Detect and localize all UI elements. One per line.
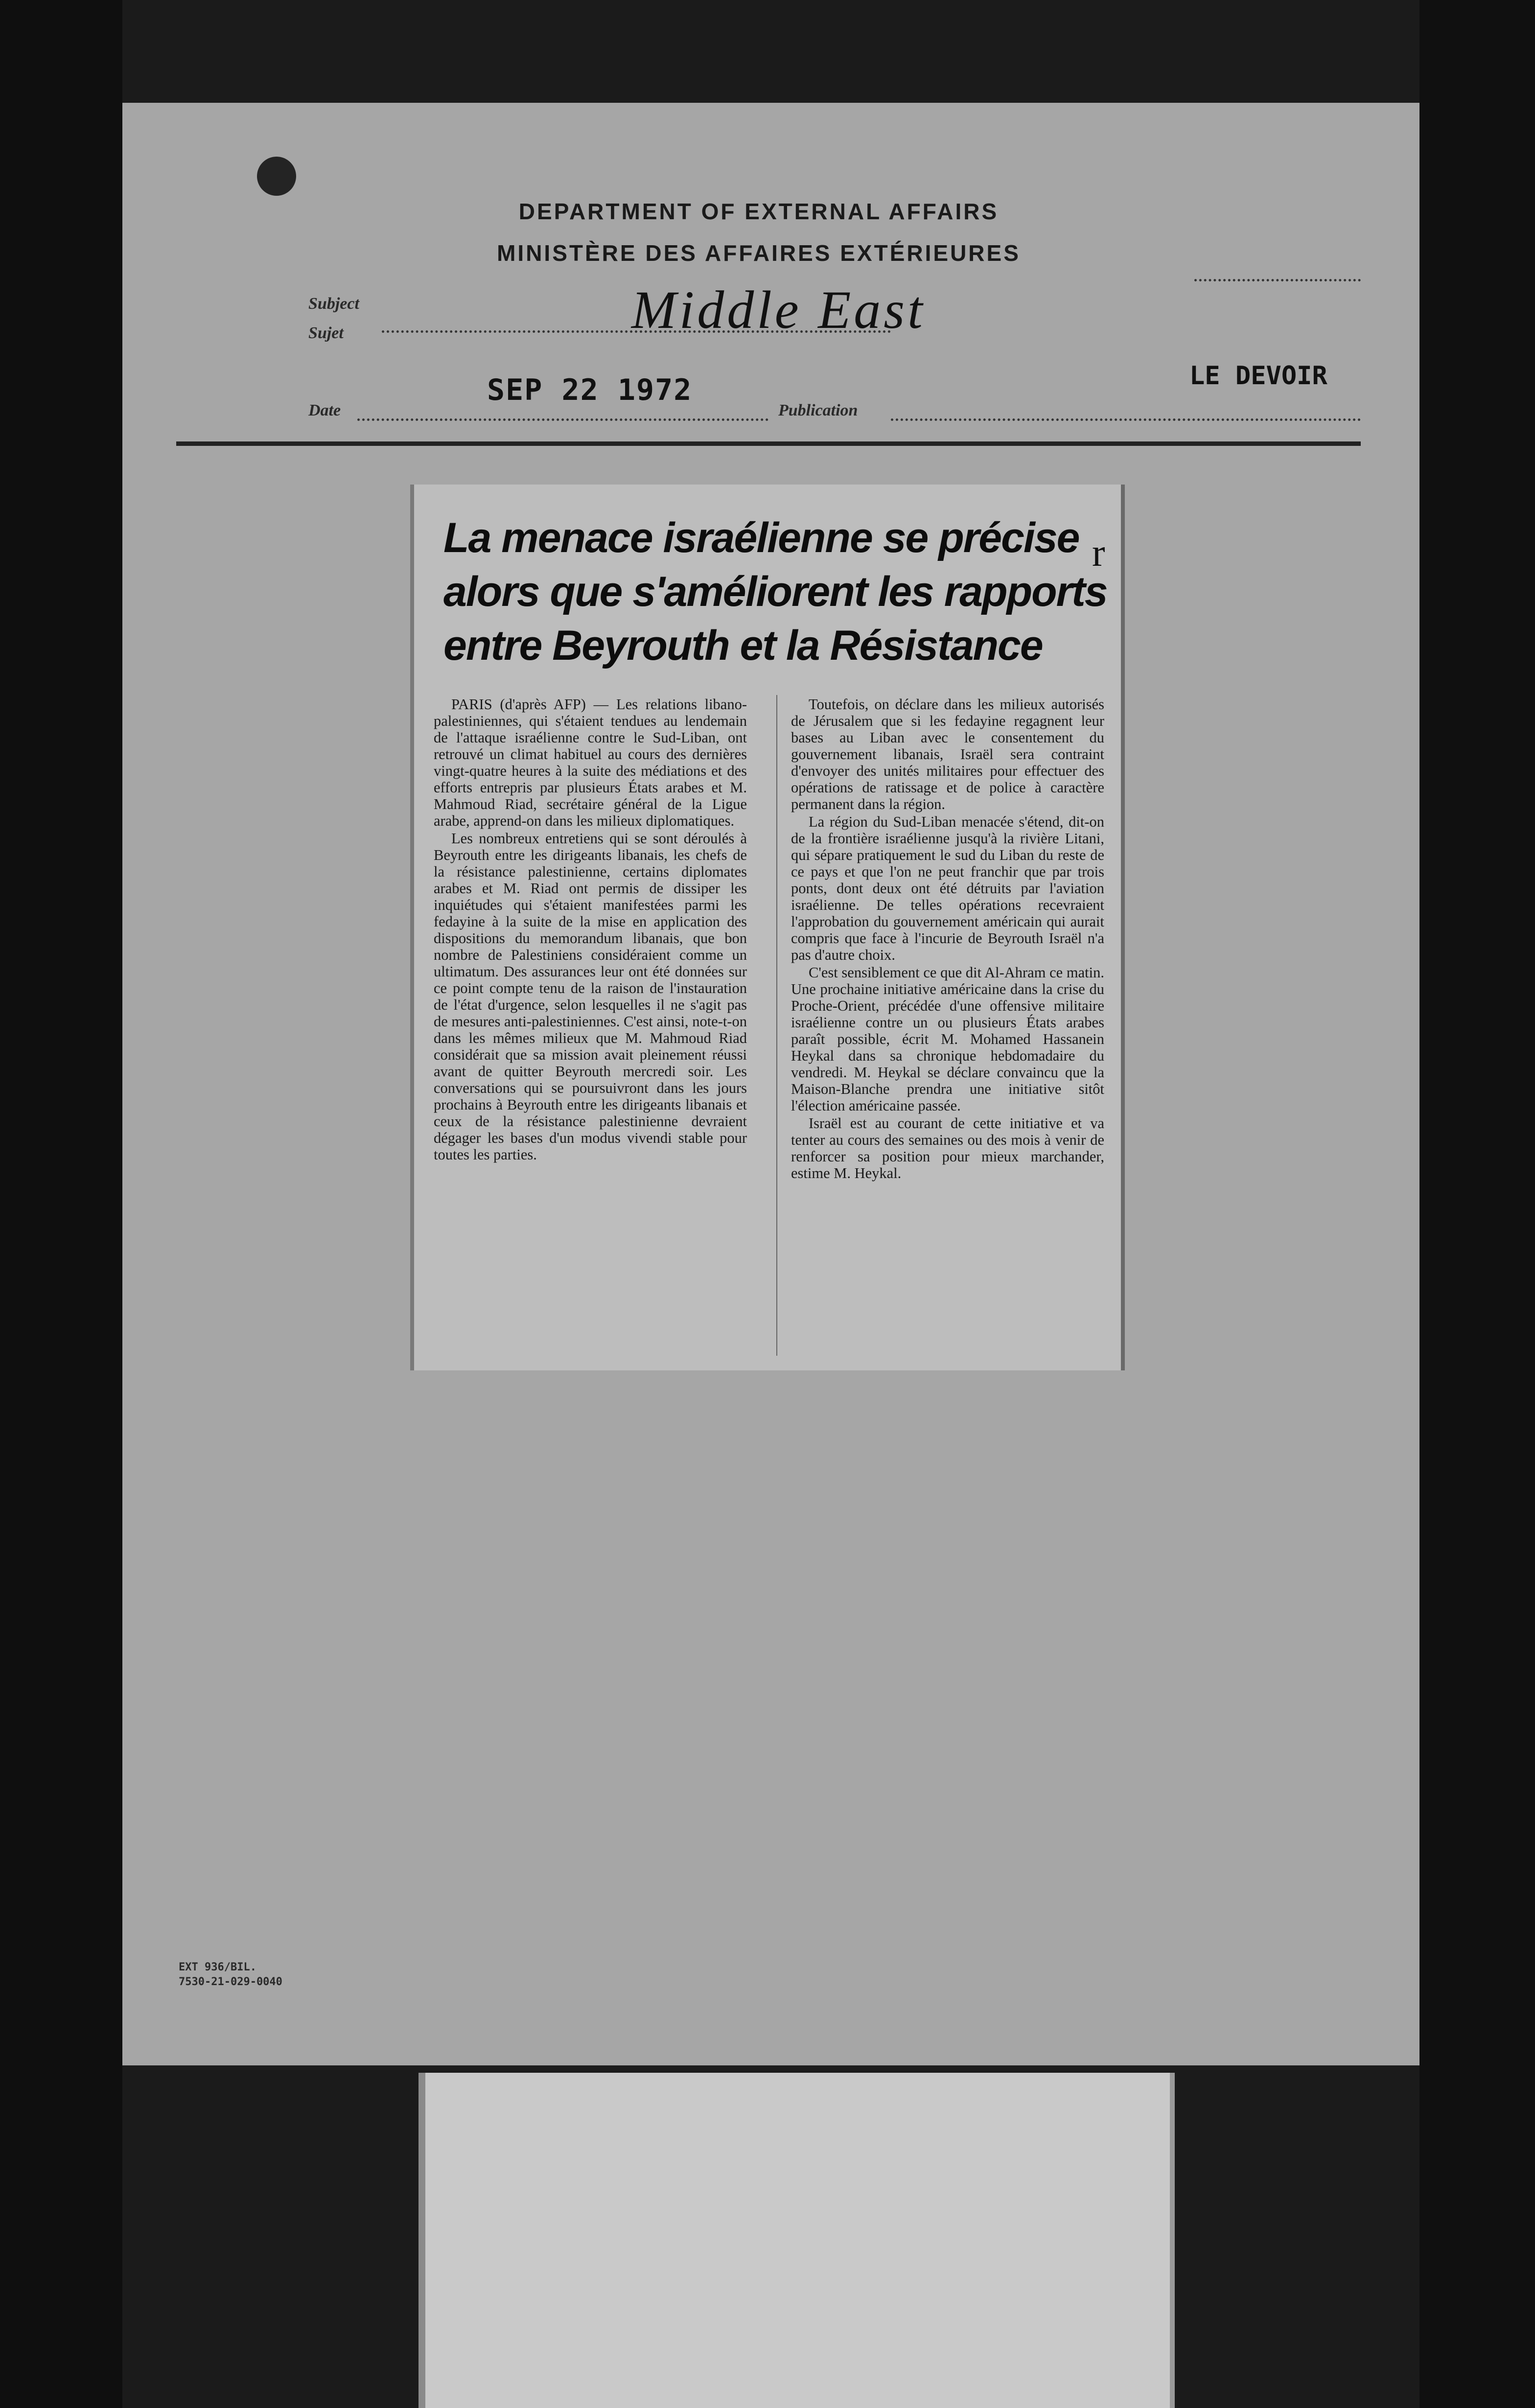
date-label: Date [308, 401, 341, 419]
form-code-line-1: EXT 936/BIL. [179, 1961, 256, 1973]
article-column-right [791, 696, 1104, 1182]
department-name-french: MINISTÈRE DES AFFAIRES EXTÉRIEURES [497, 240, 1021, 266]
date-line [357, 418, 768, 421]
form-code-line-2: 7530-21-029-0040 [179, 1976, 282, 1988]
publication-line [891, 418, 1361, 421]
subject-label-fr: Sujet [308, 324, 344, 342]
article-paragraph: PARIS (d'après AFP) — Les relations libano-palestiniennes, qui s'étaient tendues au lendemain de l'attaque israélienne contre le Sud-Liban, ont retrouvé un climat habituel au cours des dernières vingt-quatre heures à la suite des médiations et des efforts entrepris par plusieurs États arabes et M. Mahmoud Riad, secrétaire général de la Ligue arabe, apprend-on dans les milieux diplomatiques. [434, 696, 747, 829]
article-paragraph: Toutefois, on déclare dans les milieux autorisés de Jérusalem que si les fedayine regagnent leur bases au Liban avec le consentement du gouvernement libanais, Israël sera contraint d'envoyer des unités militaires pour effectuer des opérations de ratissage et de police à caractère permanent dans la région. [791, 696, 1104, 812]
department-name-english: DEPARTMENT OF EXTERNAL AFFAIRS [518, 199, 999, 224]
date-stamp: SEP 22 1972 [487, 373, 693, 407]
article-paragraph: Les nombreux entretiens qui se sont déroulés à Beyrouth entre les dirigeants libanais, les chefs de la résistance palestinienne, certains diplomates arabes et M. Riad ont permis de dissiper les inquiétudes qui s'étaient manifestées parmi les fedayine à la suite de la mise en application des dispositions du memorandum libanais, que bon nombre de Palestiniens considéraient comme un ultimatum. Des assurances leur ont été données sur ce point compte tenu de la raison de l'instauration de l'état d'urgence, selon lesquelles il ne s'agit pas de mesures anti-palestiniennes. C'est ainsi, note-t-on dans les mêmes milieux que M. Mahmoud Riad considérait que sa mission avait pleinement réussi avant de quitter Beyrouth mercredi soir. Les conversations qui se poursuivront dans les jours prochains à Beyrouth entre les dirigeants libanais et ceux de la résistance palestinienne devraient dégager les bases d'un modus vivendi stable pour toutes les parties. [434, 830, 747, 1163]
film-border-left [0, 0, 122, 2408]
punch-hole [257, 157, 296, 196]
headline-line-1: La menace israélienne se précise [443, 514, 1079, 561]
header-rule [176, 441, 1361, 446]
publication-label: Publication [778, 401, 858, 419]
backing-card [419, 2073, 1175, 2408]
article-paragraph: Israël est au courant de cette initiative et va tenter au cours des semaines ou des mois à venir de renforcer sa position pour mieux marchander, estime M. Heykal. [791, 1115, 1104, 1181]
headline-line-3: entre Beyrouth et la Résistance [443, 622, 1043, 669]
newspaper-clipping [410, 485, 1125, 1370]
file-number-line [1194, 279, 1361, 281]
article-paragraph: La région du Sud-Liban menacée s'étend, dit-on de la frontière israélienne jusqu'à la rivière Litani, qui sépare pratiquement le sud du Liban du reste de ce pays et que l'on ne peut franchir que par trois ponts, dont deux ont été détruits par l'aviation israélienne. De telles opérations recevraient l'approbation du gouvernement américain qui aurait compris que face à l'incurie de Beyrouth Israël n'a pas d'autre choix. [791, 813, 1104, 963]
publication-name: LE DEVOIR [1189, 361, 1327, 391]
column-divider [776, 695, 777, 1356]
subject-label-en: Subject [308, 295, 359, 313]
article-paragraph: C'est sensiblement ce que dit Al-Ahram ce matin. Une prochaine initiative américaine dans la crise du Proche-Orient, précédée d'une offensive militaire israélienne contre un ou plusieurs États arabes paraît possible, écrit M. Mohamed Hassanein Heykal dans sa chronique hebdomadaire du vendredi. M. Heykal se déclare convaincu que la Maison-Blanche prendra une initiative sitôt l'élection américaine passée. [791, 964, 1104, 1114]
handwritten-mark: r [1092, 532, 1105, 575]
article-column-left [434, 696, 747, 1164]
form-code [179, 1960, 282, 1990]
headline-line-2: alors que s'améliorent les rapports [443, 568, 1107, 615]
subject-handwritten: Middle East [631, 280, 926, 340]
film-border-right [1419, 0, 1535, 2408]
